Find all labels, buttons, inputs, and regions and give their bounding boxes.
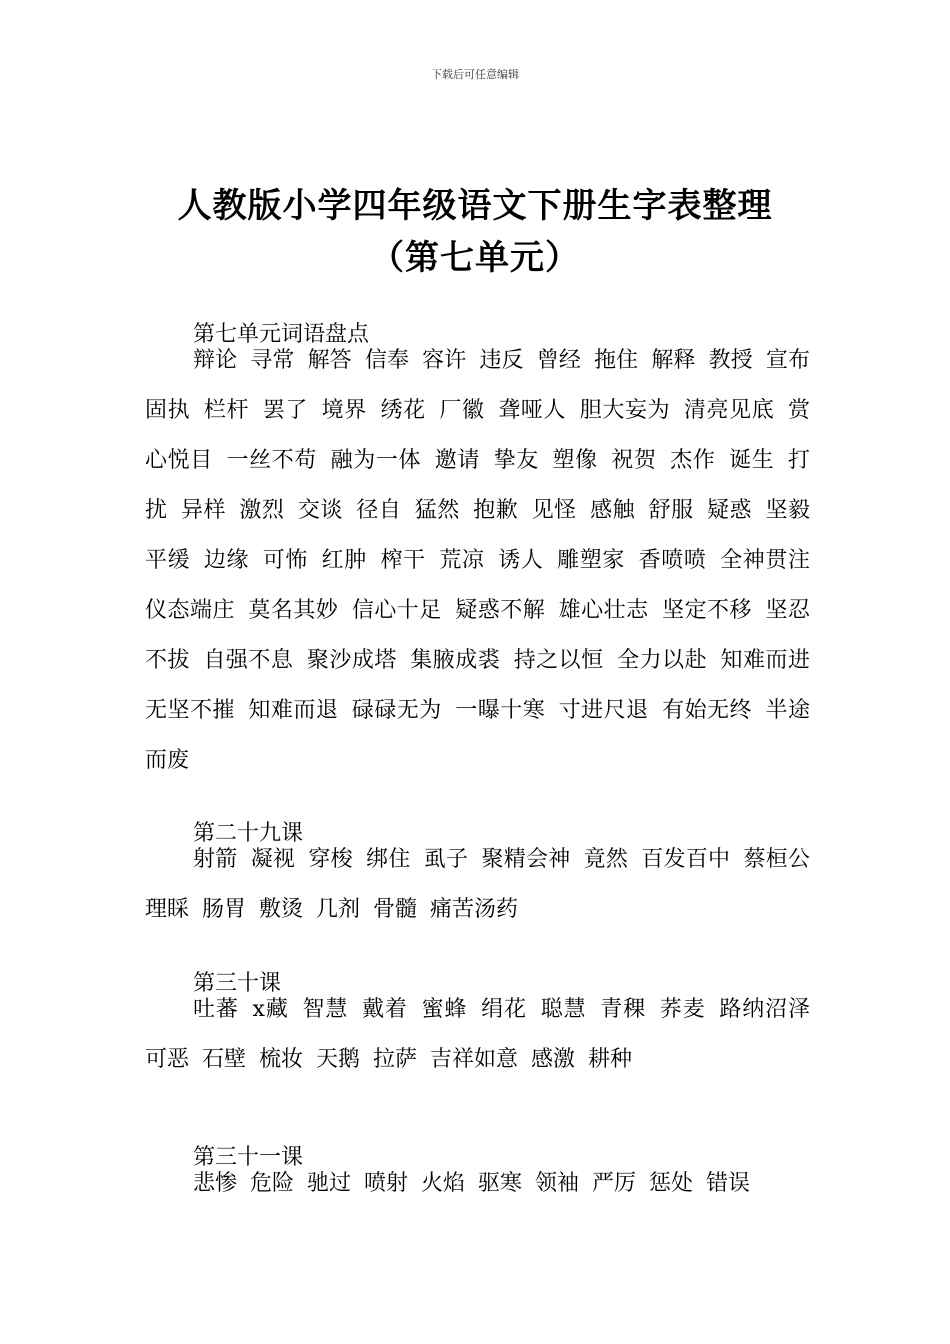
section-heading: 第三十一课	[193, 1145, 304, 1170]
word-list: 射箭 凝视 穿梭 绑住 虱子 聚精会神 竟然 百发百中 蔡桓公 理睬 肠胃 敷烫 几剂 骨髓 痛苦汤药	[145, 847, 810, 922]
document-title: 人教版小学四年级语文下册生字表整理	[177, 186, 773, 226]
word-list: 辩论 寻常 解答 信奉 容许 违反 曾经 拖住 解释 教授 宣布 固执 栏杆 罢了 境界 绣花 厂徽 聋哑人 胆大妄为 清亮见底 赏心悦目 一丝不苟 融为一体 邀请 挚友 塑像 祝贺 杰作 诞生 打扰 异样 激烈 交谈 径自 猛然 抱歉 见怪 感触 舒服 疑惑 坚毅 平缓 边缘 可怖 红肿 榨干 荒凉 诱人 雕塑家 香喷喷 全神贯注 仪态端庄 莫名其妙 信心十足 疑惑不解 雄心壮志 坚定不移 坚忍不拔 自强不息 聚沙成塔 集腋成裘 持之以恒 全力以赴 知难而进 无坚不摧 知难而退 碌碌无为 一曝十寒 寸进尺退 有始无终 半途而废	[145, 348, 810, 773]
document-subtitle: （第七单元）	[370, 238, 580, 278]
section-heading: 第二十九课	[193, 821, 304, 846]
section-heading: 第七单元词语盘点	[193, 322, 370, 347]
section-lesson-31	[145, 1145, 810, 1209]
download-note: 下载后可任意编辑	[431, 68, 519, 81]
section-heading: 第三十课	[193, 971, 282, 996]
word-list: 吐蕃 x藏 智慧 戴着 蜜蜂 绢花 聪慧 青稞 荞麦 路纳沼泽 可恶 石壁 梳妆 天鹅 拉萨 吉祥如意 感激 耕种	[145, 997, 810, 1072]
section-lesson-29	[145, 821, 810, 935]
section-unit7-vocabulary	[145, 322, 810, 786]
section-lesson-30	[145, 971, 810, 1085]
word-list: 悲惨 危险 驰过 喷射 火焰 驱寒 领袖 严厉 惩处 错误	[193, 1171, 750, 1196]
